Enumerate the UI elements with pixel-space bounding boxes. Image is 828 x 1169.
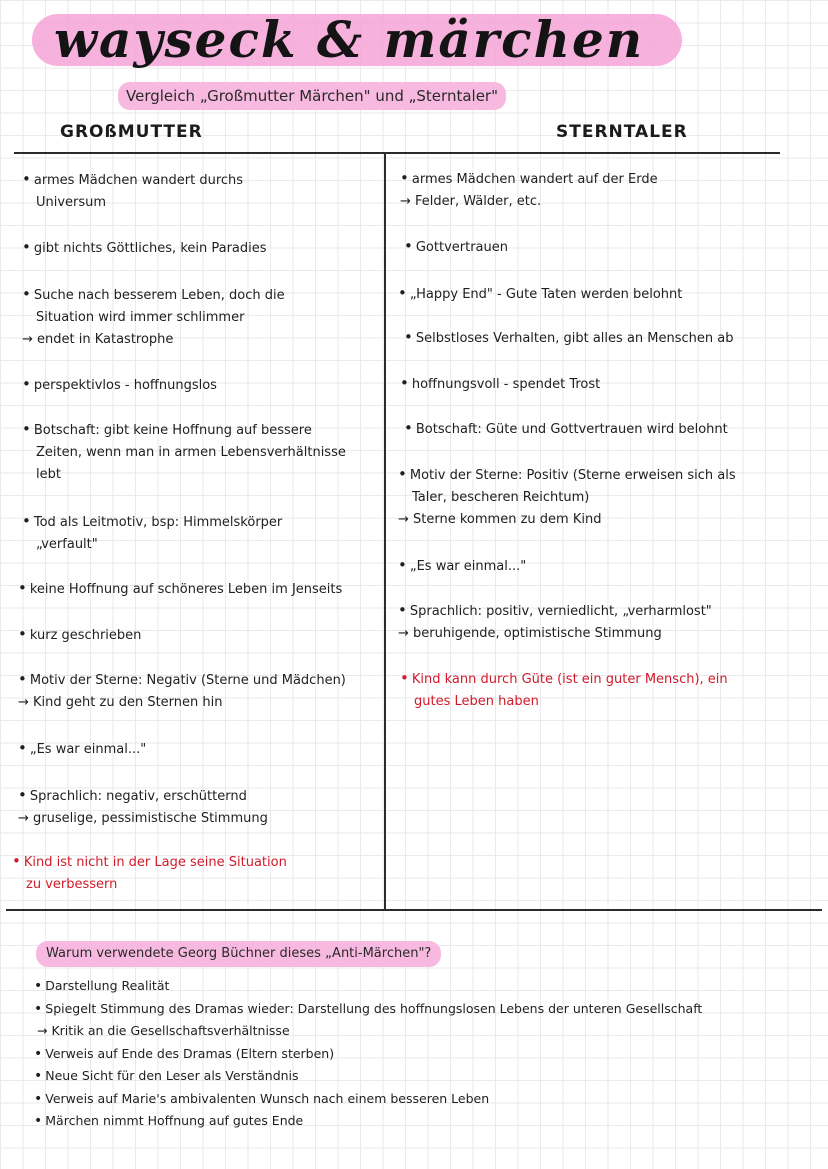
right-item bbox=[398, 463, 736, 531]
left-item bbox=[18, 623, 141, 647]
reason-item bbox=[34, 1110, 702, 1133]
bullet: • bbox=[398, 284, 407, 302]
reason-text: Märchen nimmt Hoffnung auf gutes Ende bbox=[45, 1113, 304, 1128]
subtitle: Vergleich „Großmutter Märchen" und „Sterntaler" bbox=[118, 82, 506, 110]
item-line: Sprachlich: positiv, verniedlicht, „verharmlost" bbox=[409, 604, 712, 619]
item-line: Zeiten, wenn man in armen Lebensverhältnisse bbox=[36, 445, 346, 460]
left-item bbox=[18, 737, 146, 761]
bullet: • bbox=[18, 670, 27, 688]
bullet: • bbox=[34, 1090, 43, 1107]
bullet: • bbox=[404, 237, 413, 255]
item-line: Motiv der Sterne: Negativ (Sterne und Mädchen) bbox=[29, 673, 346, 688]
item-line: „Happy End" - Gute Taten werden belohnt bbox=[409, 287, 683, 302]
table-bottom-divider bbox=[6, 909, 822, 911]
left-item bbox=[22, 418, 346, 486]
bullet: • bbox=[12, 852, 21, 870]
right-item bbox=[398, 554, 526, 578]
item-line: Taler, bescheren Reichtum) bbox=[412, 490, 590, 505]
item-line: Selbstloses Verhalten, gibt alles an Menschen ab bbox=[415, 331, 734, 346]
item-line: perspektivlos - hoffnungslos bbox=[33, 378, 217, 393]
reason-item bbox=[34, 1043, 702, 1066]
right-item bbox=[398, 599, 712, 645]
left-column-header: GROßMUTTER bbox=[60, 122, 203, 142]
item-line: Situation wird immer schlimmer bbox=[36, 310, 245, 325]
bullet: • bbox=[18, 579, 27, 597]
left-item bbox=[18, 668, 346, 714]
item-line: Botschaft: Güte und Gottvertrauen wird belohnt bbox=[415, 422, 728, 437]
right-item bbox=[404, 235, 508, 259]
reason-text: Spiegelt Stimmung des Dramas wieder: Darstellung des hoffnungslosen Lebens der unteren Gesellschaft bbox=[45, 1000, 703, 1016]
left-item bbox=[22, 168, 243, 214]
bullet: • bbox=[398, 601, 407, 619]
page-title: wayseck & märchen bbox=[54, 10, 645, 69]
reason-item bbox=[34, 998, 702, 1021]
item-line: Kind ist nicht in der Lage seine Situation bbox=[23, 855, 287, 870]
item-line: Botschaft: gibt keine Hoffnung auf bessere bbox=[33, 423, 312, 438]
left-item bbox=[22, 510, 282, 556]
left-item bbox=[18, 577, 342, 601]
bullet: • bbox=[22, 420, 31, 438]
question-heading: Warum verwendete Georg Büchner dieses „Anti-Märchen"? bbox=[36, 941, 441, 967]
item-line: Tod als Leitmotiv, bsp: Himmelskörper bbox=[33, 515, 283, 530]
reason-text: Neue Sicht für den Leser als Verständnis bbox=[45, 1068, 299, 1083]
item-line: Suche nach besserem Leben, doch die bbox=[33, 288, 285, 303]
item-line: kurz geschrieben bbox=[29, 628, 142, 643]
bullet: • bbox=[22, 512, 31, 530]
item-line: hoffnungsvoll - spendet Trost bbox=[411, 377, 601, 392]
bullet: • bbox=[34, 1068, 43, 1084]
left-item bbox=[18, 784, 268, 830]
reasons-list bbox=[34, 975, 702, 1133]
right-column-header: STERNTALER bbox=[556, 122, 688, 142]
bullet: • bbox=[404, 328, 413, 346]
bullet: • bbox=[22, 285, 31, 303]
left-item bbox=[22, 236, 267, 260]
reason-text: Verweis auf Marie's ambivalenten Wunsch nach einem besseren Leben bbox=[45, 1090, 490, 1106]
bullet: • bbox=[22, 170, 31, 188]
left-item-conclusion bbox=[12, 850, 287, 896]
bullet: • bbox=[400, 374, 409, 392]
item-line: → Kind geht zu den Sternen hin bbox=[18, 695, 223, 710]
left-item bbox=[22, 373, 217, 397]
bullet: • bbox=[34, 1045, 43, 1062]
item-line: Motiv der Sterne: Positiv (Sterne erweisen sich als bbox=[409, 468, 736, 483]
bullet: • bbox=[34, 1113, 43, 1129]
reason-text: Verweis auf Ende des Dramas (Eltern sterben) bbox=[45, 1045, 335, 1061]
bullet: • bbox=[398, 556, 407, 574]
bullet: • bbox=[22, 238, 31, 256]
bullet: • bbox=[400, 669, 409, 687]
bullet: • bbox=[18, 739, 27, 757]
bullet: • bbox=[18, 786, 27, 804]
reason-item bbox=[34, 1020, 702, 1043]
item-line: „Es war einmal..." bbox=[29, 742, 147, 757]
reason-text: → Kritik an die Gesellschaftsverhältnisse bbox=[37, 1023, 290, 1038]
bullet: • bbox=[22, 375, 31, 393]
item-line: → gruselige, pessimistische Stimmung bbox=[18, 811, 268, 826]
bullet: • bbox=[18, 625, 27, 643]
column-divider bbox=[384, 152, 386, 910]
item-line: zu verbessern bbox=[26, 877, 118, 892]
table-header-divider bbox=[14, 152, 780, 154]
item-line: armes Mädchen wandert durchs bbox=[33, 173, 244, 188]
item-line: → Sterne kommen zu dem Kind bbox=[398, 512, 602, 527]
item-line: → Felder, Wälder, etc. bbox=[400, 194, 542, 209]
reason-text: Darstellung Realität bbox=[45, 978, 170, 993]
item-line: Gottvertrauen bbox=[415, 240, 509, 255]
item-line: armes Mädchen wandert auf der Erde bbox=[411, 172, 658, 187]
left-item bbox=[22, 283, 285, 351]
item-line: „Es war einmal..." bbox=[409, 559, 527, 574]
title-block bbox=[14, 6, 694, 78]
bullet: • bbox=[34, 978, 43, 994]
right-item bbox=[404, 417, 728, 441]
item-line: keine Hoffnung auf schöneres Leben im Jenseits bbox=[29, 582, 343, 597]
right-item bbox=[400, 167, 658, 213]
item-line: „verfault" bbox=[36, 537, 98, 552]
right-item bbox=[400, 372, 600, 396]
reason-item bbox=[34, 1065, 702, 1088]
bullet: • bbox=[404, 419, 413, 437]
item-line: → endet in Katastrophe bbox=[22, 332, 174, 347]
reason-item bbox=[34, 975, 702, 998]
right-item-conclusion bbox=[400, 667, 728, 713]
item-line: Universum bbox=[36, 195, 107, 210]
bullet: • bbox=[398, 465, 407, 483]
bullet: • bbox=[400, 169, 409, 187]
bullet: • bbox=[34, 1000, 43, 1017]
item-line: Kind kann durch Güte (ist ein guter Mensch), ein bbox=[411, 672, 728, 687]
item-line: → beruhigende, optimistische Stimmung bbox=[398, 626, 662, 641]
item-line: gibt nichts Göttliches, kein Paradies bbox=[33, 241, 267, 256]
item-line: gutes Leben haben bbox=[414, 694, 539, 709]
item-line: Sprachlich: negativ, erschütternd bbox=[29, 789, 247, 804]
reason-item bbox=[34, 1088, 702, 1111]
right-item bbox=[398, 282, 682, 306]
item-line: lebt bbox=[36, 467, 61, 482]
right-item bbox=[404, 326, 733, 350]
